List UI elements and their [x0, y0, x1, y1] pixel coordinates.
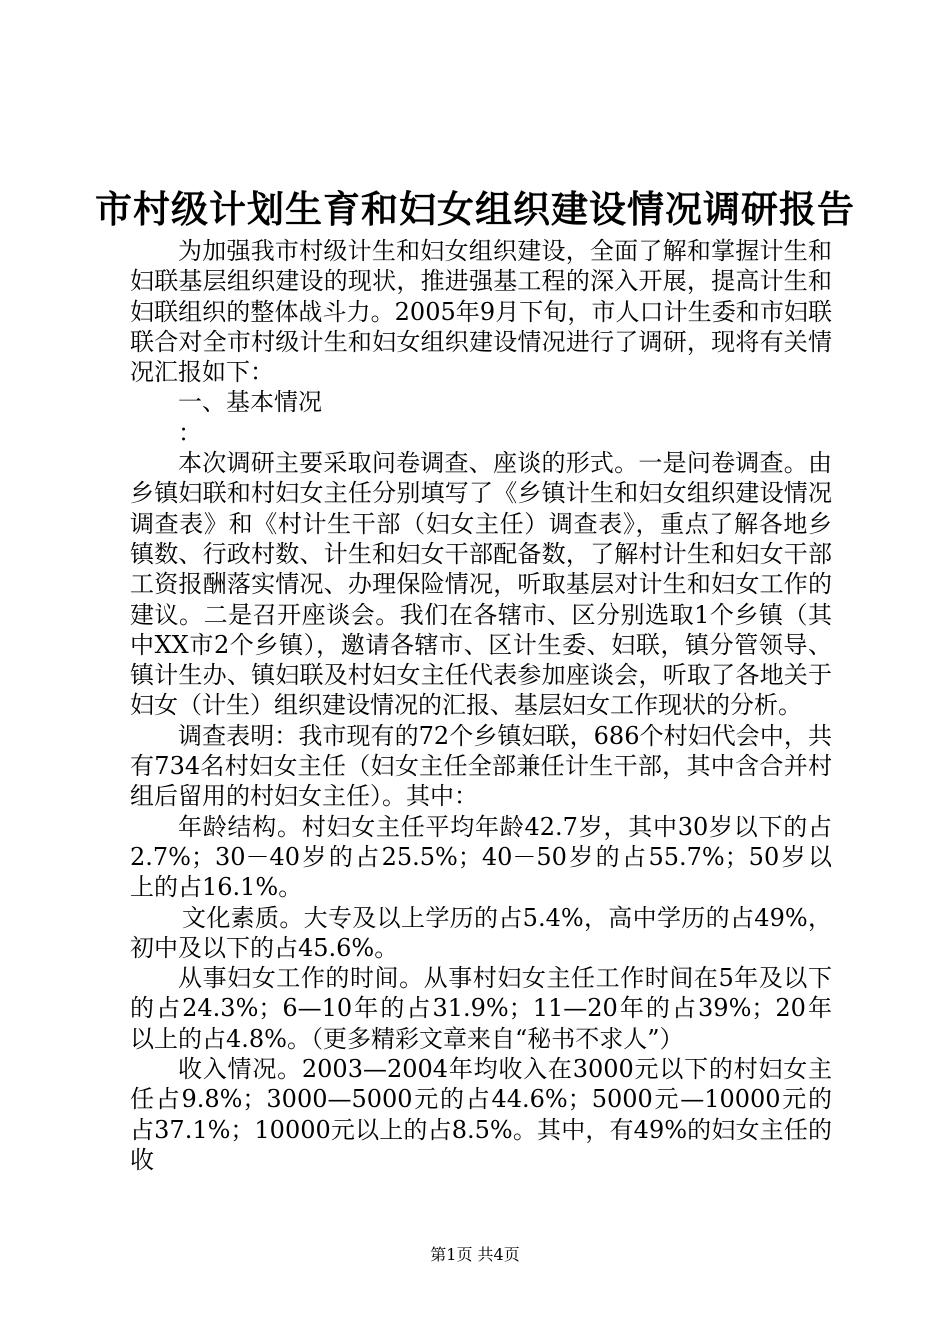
method-paragraph: 本次调研主要采取问卷调查、座谈的形式。一是问卷调查。由乡镇妇联和村妇女主任分别填写了《乡镇计生和妇女组织建设情况调查表》和《村计生干部（妇女主任）调查表》，重点了解各地乡镇数、行政村数、计生和妇女干部配备数，了解村计生和妇女干部工资报酬落实情况、办理保险情况，听取基层对计生和妇女工作的建议。二是召开座谈会。我们在各辖市、区分别选取1个乡镇（其中XX市2个乡镇），邀请各辖市、区计生委、妇联，镇分管领导、镇计生办、镇妇联及村妇女主任代表参加座谈会，听取了各地关于妇女（计生）组织建设情况的汇报、基层妇女工作现状的分析。: [130, 449, 832, 720]
document-body: [130, 236, 832, 1175]
section-heading: 一、基本情况: [178, 388, 322, 417]
survey-result-paragraph: 调查表明：我市现有的72个乡镇妇联，686个村妇代会中，共有734名村妇女主任（妇女主任全部兼任计生干部，其中含合并村组后留用的村妇女主任）。其中：: [130, 721, 832, 811]
document-title: 市村级计划生育和妇女组织建设情况调研报告: [95, 187, 855, 231]
work-time-paragraph: 从事妇女工作的时间。从事村妇女主任工作时间在5年及以下的占24.3%；6—10年的占31.9%；11—20年的占39%；20年以上的占4.8%。（更多精彩文章来自“秘书不求人”）: [130, 964, 832, 1053]
page-footer: 第1页 共4页: [430, 1245, 520, 1264]
colon-line: ：: [178, 418, 202, 447]
income-paragraph: 收入情况。2003—2004年均收入在3000元以下的村妇女主任占9.8%；3000—5000元的占44.6%；5000元—10000元的占37.1%；10000元以上的占8.5%。其中，有49%的妇女主任的收: [130, 1055, 832, 1174]
age-structure-paragraph: 年龄结构。村妇女主任平均年龄42.7岁，其中30岁以下的占2.7%；30－40岁的占25.5%；40－50岁的占55.7%；50岁以上的占16.1%。: [130, 812, 832, 902]
intro-paragraph: 为加强我市村级计生和妇女组织建设，全面了解和掌握计生和妇联基层组织建设的现状，推进强基工程的深入开展，提高计生和妇联组织的整体战斗力。2005年9月下旬，市人口计生委和市妇联联合对全市村级计生和妇女组织建设情况进行了调研，现将有关情况汇报如下：: [130, 237, 832, 387]
education-paragraph: 文化素质。大专及以上学历的占5.4%，高中学历的占49%，初中及以下的占45.6%。: [130, 903, 832, 962]
